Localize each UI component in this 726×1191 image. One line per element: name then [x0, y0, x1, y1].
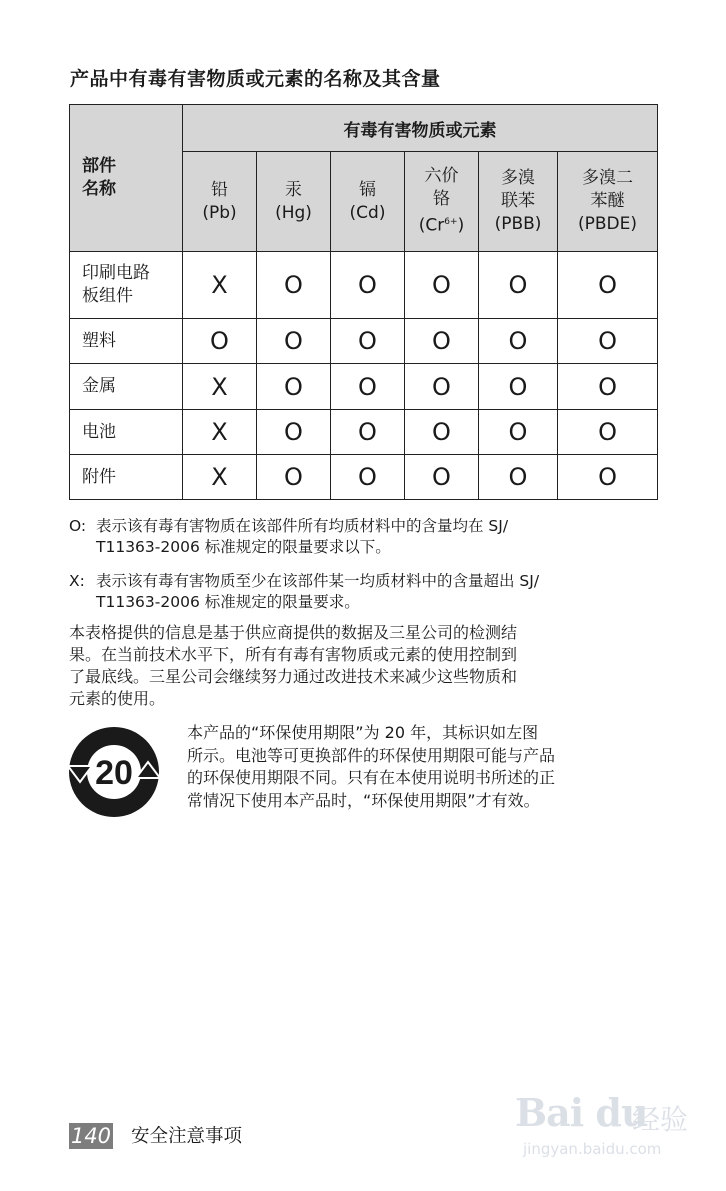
mark-cell: O	[257, 455, 331, 500]
info-paragraph: 本表格提供的信息是基于供应商提供的数据及三星公司的检测结 果。在当前技术水平下，所有有毒有害物质或元素的使用控制到 了最底线。三星公司会继续努力通过改进技术来减少这些物质和 元素的使用。	[69, 623, 518, 708]
watermark-url: jingyan.baidu.com	[523, 1140, 662, 1158]
mark-cell: O	[479, 410, 558, 455]
part-name: 金属	[70, 364, 183, 410]
mark-cell: O	[257, 252, 331, 319]
mark-cell: O	[183, 319, 257, 364]
corner-header: 部件 名称	[70, 105, 183, 252]
mark-cell: O	[558, 455, 658, 500]
epup-paragraph: 本产品的“环保使用期限”为 20 年，其标识如左图 所示。电池等可更换部件的环保使用期限可能与产品 的环保使用期限不同。只有在本使用说明书所述的正 常情况下使用本产品时，“环保使用期限”才有效。	[187, 723, 556, 810]
mark-cell: O	[257, 364, 331, 410]
table-row	[70, 252, 658, 319]
part-name: 附件	[70, 455, 183, 500]
mark-cell: O	[405, 252, 479, 319]
note-text: 表示该有毒有害物质在该部件所有均质材料中的含量均在 SJ/	[96, 517, 509, 535]
mark-cell: O	[479, 319, 558, 364]
table-row	[70, 319, 658, 364]
mark-cell: O	[331, 410, 405, 455]
note-text: T11363-2006 标准规定的限量要求以下。	[96, 538, 391, 556]
note-text: 表示该有毒有害物质至少在该部件某一均质材料中的含量超出 SJ/	[96, 572, 540, 590]
mark-cell: O	[331, 455, 405, 500]
hazardous-substance-table	[69, 104, 658, 500]
mark-cell: O	[405, 364, 479, 410]
epup-20-badge-icon	[66, 724, 162, 820]
mark-cell: O	[405, 319, 479, 364]
mark-cell: O	[405, 410, 479, 455]
page-title: 产品中有毒有害物质或元素的名称及其含量	[70, 68, 441, 90]
mark-cell: O	[558, 252, 658, 319]
baidu-watermark	[515, 1084, 705, 1164]
group-header: 有毒有害物质或元素	[183, 105, 658, 152]
mark-cell: O	[479, 364, 558, 410]
note-text: T11363-2006 标准规定的限量要求。	[96, 593, 360, 611]
mark-cell: O	[331, 252, 405, 319]
mark-cell: O	[331, 364, 405, 410]
part-name: 电池	[70, 410, 183, 455]
mark-cell: X	[183, 364, 257, 410]
mark-cell: O	[331, 319, 405, 364]
note-key: O:	[69, 517, 87, 535]
mark-cell: O	[257, 410, 331, 455]
mark-cell: X	[183, 410, 257, 455]
note-key: X:	[69, 572, 85, 590]
mark-cell: O	[479, 252, 558, 319]
element-header-pbde: 多溴二 苯醚 (PBDE)	[558, 152, 658, 252]
element-header-cd: 镉 (Cd)	[331, 152, 405, 252]
element-header-pbb: 多溴 联苯 (PBB)	[479, 152, 558, 252]
mark-cell: O	[558, 410, 658, 455]
part-name: 塑料	[70, 319, 183, 364]
mark-cell: X	[183, 455, 257, 500]
watermark-cn: 经验	[632, 1103, 689, 1136]
table-row	[70, 410, 658, 455]
element-header-hg: 汞 (Hg)	[257, 152, 331, 252]
mark-cell: O	[558, 319, 658, 364]
mark-cell: O	[558, 364, 658, 410]
mark-cell: O	[257, 319, 331, 364]
table-row	[70, 455, 658, 500]
mark-cell: O	[405, 455, 479, 500]
note-o	[69, 516, 669, 558]
note-x	[69, 571, 669, 613]
section-title: 安全注意事项	[131, 1126, 243, 1147]
part-name: 印刷电路 板组件	[70, 252, 183, 319]
mark-cell: O	[479, 455, 558, 500]
element-header-pb: 铅 (Pb)	[183, 152, 257, 252]
element-header-cr6: 六价 铬 $(Cr^{6+})$	[405, 152, 479, 252]
epup-badge-number: 20	[95, 754, 133, 792]
watermark-brand: Bai du	[515, 1090, 648, 1135]
page-number: 140	[70, 1124, 112, 1148]
mark-cell: X	[183, 252, 257, 319]
table-row	[70, 364, 658, 410]
